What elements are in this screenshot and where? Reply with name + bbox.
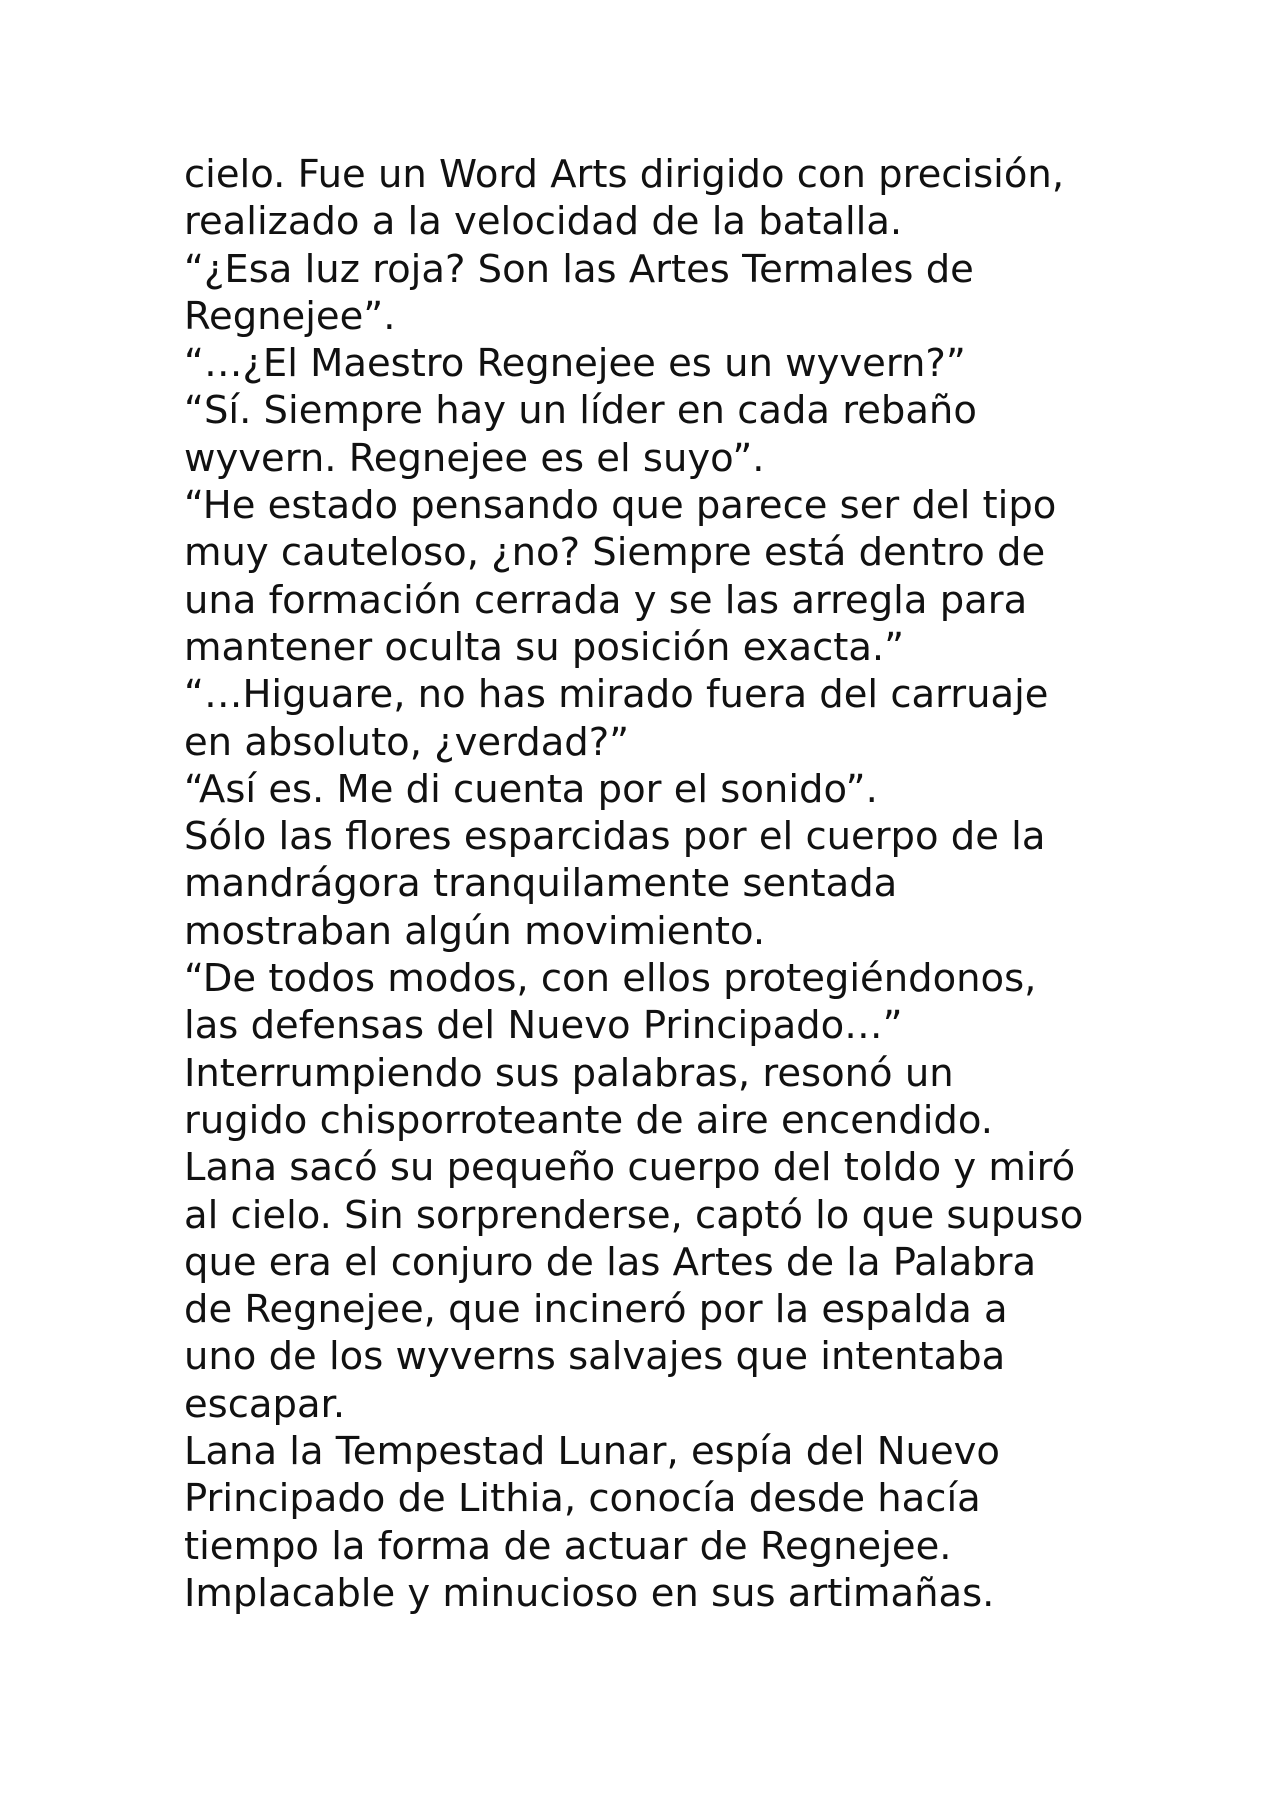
text-line: “…¿El Maestro Regnejee es un wyvern?” <box>184 341 966 387</box>
text-line: “De todos modos, con ellos protegiéndonos, <box>184 956 1037 1002</box>
text-line: “…Higuare, no has mirado fuera del carruaje <box>184 672 1049 718</box>
text-line: Lana sacó su pequeño cuerpo del toldo y miró <box>184 1145 1076 1191</box>
text-line: realizado a la velocidad de la batalla. <box>184 199 903 245</box>
text-line: de Regnejee, que incineró por la espalda a <box>184 1287 1008 1333</box>
text-line: “Así es. Me di cuenta por el sonido”. <box>184 766 878 812</box>
text-line: una formación cerrada y se las arregla para <box>184 577 1028 623</box>
text-line: las defensas del Nuevo Principado…” <box>184 1003 903 1049</box>
text-line: al cielo. Sin sorprenderse, captó lo que supuso <box>184 1192 1084 1238</box>
text-line: rugido chisporroteante de aire encendido. <box>184 1097 993 1143</box>
text-line: Implacable y minucioso en sus artimañas. <box>184 1570 995 1616</box>
text-line: Principado de Lithia, conocía desde hacía <box>184 1476 981 1522</box>
text-line: Regnejee”. <box>184 293 396 339</box>
text-line: tiempo la forma de actuar de Regnejee. <box>184 1523 952 1569</box>
text-line: que era el conjuro de las Artes de la Palabra <box>184 1239 1037 1285</box>
text-line: cielo. Fue un Word Arts dirigido con precisión, <box>184 152 1065 197</box>
text-line: Lana la Tempestad Lunar, espía del Nuevo <box>184 1429 1000 1475</box>
text-line: en absoluto, ¿verdad?” <box>184 719 630 765</box>
text-line: escapar. <box>184 1381 346 1427</box>
text-line: mantener oculta su posición exacta.” <box>184 624 905 670</box>
text-line: mandrágora tranquilamente sentada <box>184 861 898 907</box>
body-text <box>184 151 1124 1617</box>
text-line: “He estado pensando que parece ser del tipo <box>184 483 1057 529</box>
text-line: Sólo las flores esparcidas por el cuerpo de la <box>184 814 1046 860</box>
text-line: “¿Esa luz roja? Son las Artes Termales de <box>184 246 974 292</box>
text-line: “Sí. Siempre hay un líder en cada rebaño <box>184 388 977 434</box>
text-line: wyvern. Regnejee es el suyo”. <box>184 435 765 481</box>
text-line: muy cauteloso, ¿no? Siempre está dentro de <box>184 530 1046 576</box>
text-line: mostraban algún movimiento. <box>184 908 766 954</box>
text-line: Interrumpiendo sus palabras, resonó un <box>184 1050 954 1096</box>
text-line: uno de los wyverns salvajes que intentaba <box>184 1334 1006 1380</box>
